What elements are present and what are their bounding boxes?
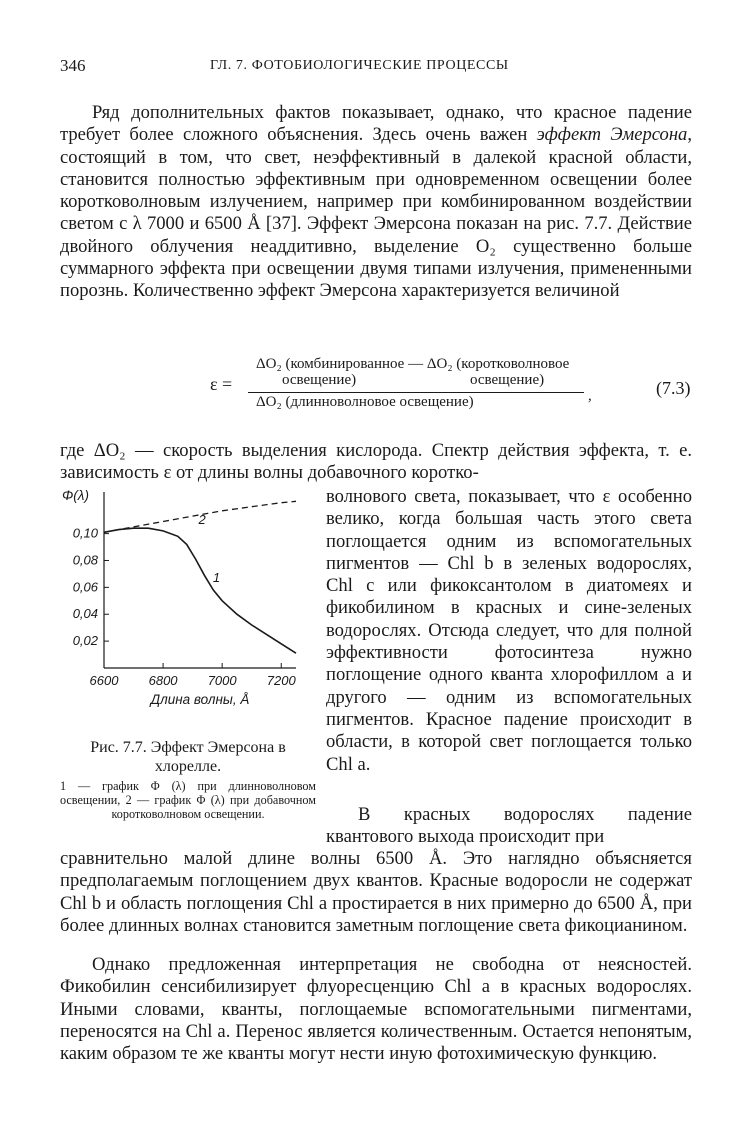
y-tick-label: 0,08 (72, 552, 98, 568)
formula-numerator-line1: ΔO₂ (комбинированное — ΔO₂ (коротковолновое (256, 356, 570, 372)
series-line-1 (104, 528, 296, 653)
formula-epsilon: ε = (210, 374, 233, 394)
emerson-effect-chart (60, 486, 320, 716)
y-tick-label: 0,10 (72, 525, 98, 541)
paragraph-action-spectrum-wrap: волнового света, показывает, что ε особенно велико, когда большая часть этого света поглощается одним из вспомогательных пигментов — Chl b в зеленых водорослях, Chl c или фикоксантолом в диатомеях и фикобилином в красных и сине-зеленых водорослях. Отсюда следует, что для полной эффективности фотосинтеза нужно поглощение одного кванта хлорофиллом a и другого — одним из вспомогательных пигментов. Красное падение происходит в области, в которой свет поглощается только Chl a. (326, 486, 692, 775)
paragraph-text: Ряд дополнительных фактов показывает, однако, что красное падение требует более сложного объяснения. Здесь очень важен (60, 102, 692, 146)
page-header (60, 56, 692, 80)
paragraph-action-spectrum-top: где ΔO₂ — скорость выделения кислорода. Спектр действия эффекта, т. е. зависимость ε от длины волны добавочного коротко- (60, 440, 692, 484)
paragraph-text: , состоящий в том, что свет, неэффективный в далекой красной области, становится полностью эффективным при одновременном освещении более коротковолновым излучением, например при комбинированном воздействии светом с λ 7000 и 6500 Å [37]. Эффект Эмерсона показан на рис. 7.7. Действие двойного облучения неаддитивно, выделение O₂ существенно больше суммарного эффекта при освещении двумя типами излучения, примененными порознь. Количественно эффект Эмерсона характеризуется величиной (60, 124, 693, 302)
y-axis-title: Φ(λ) (62, 488, 89, 503)
fraction-bar (248, 392, 584, 393)
page-number: 346 (60, 56, 86, 75)
x-tick-label: 7000 (207, 673, 237, 688)
caption-description: 1 — график Φ (λ) при длинноволновом освещении, 2 — график Φ (λ) при добавочном коротковолновом освещении. (60, 779, 316, 821)
y-tick-label: 0,06 (72, 579, 98, 595)
caption-title: Рис. 7.7. Эффект Эмерсона в хлорелле. (90, 739, 286, 775)
figure-caption (60, 738, 316, 821)
y-tick-label: 0,04 (72, 606, 98, 622)
y-tick-label: 0,02 (72, 633, 98, 649)
figure-7-7-chart (60, 486, 320, 716)
series-label-2: 2 (198, 512, 206, 528)
x-tick-label: 6800 (148, 673, 178, 688)
series-label-1: 1 (212, 569, 221, 585)
equation-number: (7.3) (656, 378, 691, 398)
formula-denominator: ΔO₂ (длинноволновое освещение) (256, 394, 474, 410)
x-tick-label: 7200 (266, 673, 296, 688)
formula-numerator-part-a: освещение) (282, 372, 357, 388)
formula-numerator-part-b: освещение) (470, 372, 545, 388)
x-tick-label: 6600 (89, 673, 119, 688)
emphasized-term: эффект Эмерсона (536, 124, 688, 146)
paragraph-interpretation: Однако предложенная интерпретация не свободна от неясностей. Фикобилин сенсибилизирует флуоресценцию Chl a в красных водорослях. Иными словами, кванты, поглощаемые вспомогательными пигментами, переносятся на Chl a. Перенос является количественным. Остается непонятым, каким образом те же кванты могут нести иную фотохимическую функцию. (60, 954, 692, 1065)
running-head: ГЛ. 7. ФОТОБИОЛОГИЧЕСКИЕ ПРОЦЕССЫ (210, 58, 509, 73)
paragraph-emerson-intro (60, 102, 692, 303)
formula-comma: , (588, 388, 592, 404)
x-axis-title: Длина волны, Å (150, 692, 250, 707)
paragraph-red-algae-start: В красных водорослях падение квантового выхода происходит при (326, 804, 692, 848)
paragraph-red-algae-continued: сравнительно малой длине волны 6500 Å. Это наглядно объясняется предполагаемым поглощением двух квантов. Красные водоросли не содержат Chl b и область поглощения Chl a простирается в них примерно до 6500 Å, при более длинных волнах становится заметным поглощение света фикоцианином. (60, 848, 692, 936)
formula-7-3 (60, 354, 692, 416)
